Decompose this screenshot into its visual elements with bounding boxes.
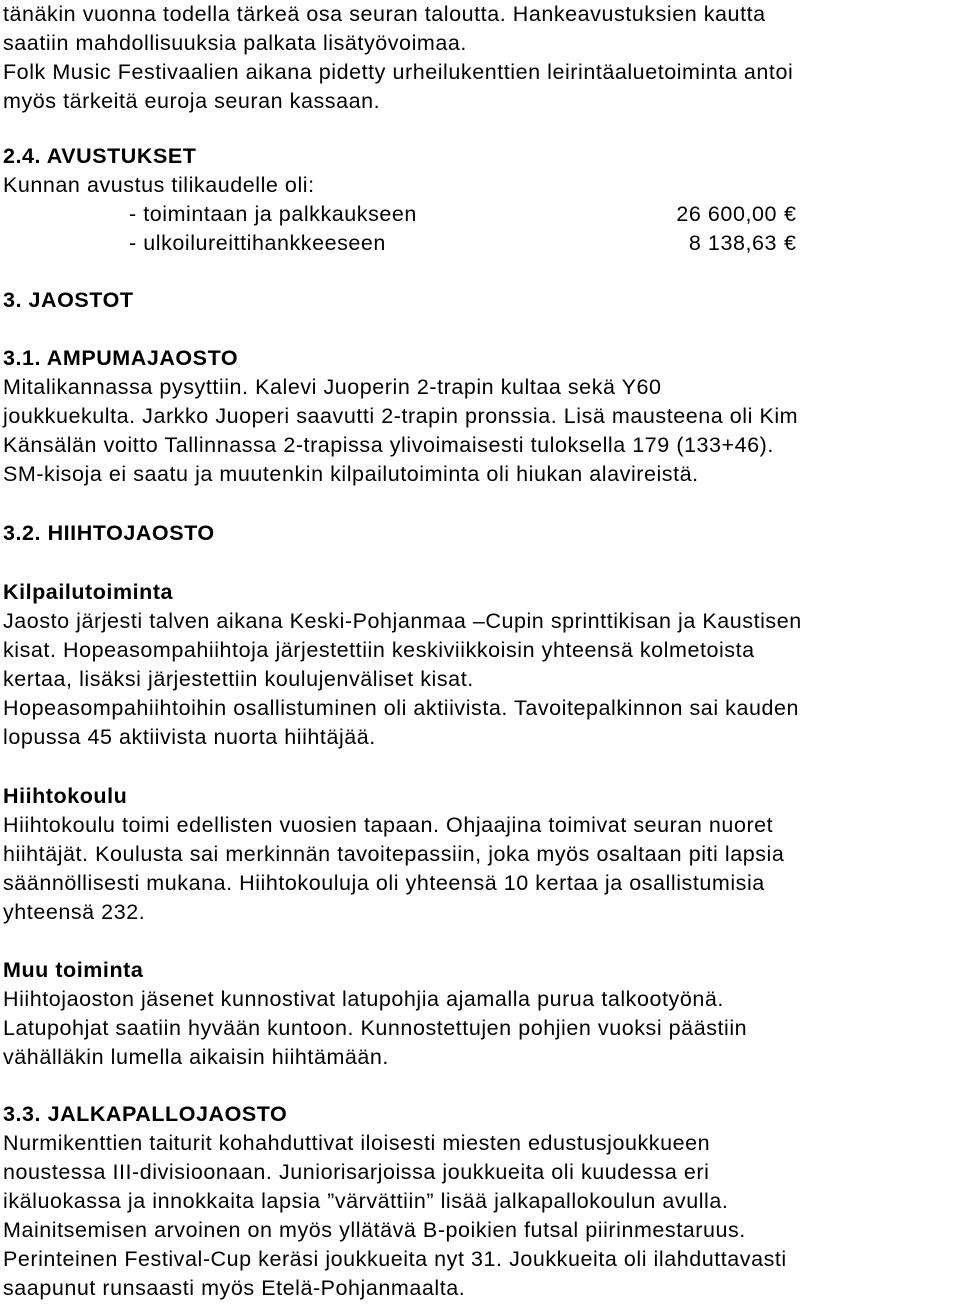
paragraph-line: ikäluokassa ja innokkaita lapsia ”värvättiin” lisää jalkapallokoulun avulla. xyxy=(3,1189,729,1213)
paragraph-line: Hopeasompahiihtoihin osallistuminen oli aktiivista. Tavoitepalkinnon sai kauden xyxy=(3,696,800,720)
section-heading-hiihtojaosto: 3.2. HIIHTOJAOSTO xyxy=(3,521,215,545)
euro-symbol: € xyxy=(784,202,796,226)
subheading-kilpailutoiminta: Kilpailutoiminta xyxy=(3,580,174,604)
euro-symbol: € xyxy=(784,231,796,255)
paragraph-line: vähälläkin lumella aikaisin hiihtämään. xyxy=(3,1045,389,1069)
paragraph-line: saapunut runsaasti myös Etelä-Pohjanmaalta. xyxy=(3,1276,466,1300)
section-heading-avustukset: 2.4. AVUSTUKSET xyxy=(3,144,197,168)
paragraph-line: tänäkin vuonna todella tärkeä osa seuran taloutta. Hankeavustuksien kautta xyxy=(3,2,766,26)
avustus-row-label: - ulkoilureittihankkeeseen xyxy=(129,231,386,255)
paragraph-line: Mitalikannassa pysyttiin. Kalevi Juoperin 2-trapin kultaa sekä Y60 xyxy=(3,375,662,399)
paragraph-line: hiihtäjät. Koulusta sai merkinnän tavoitepassiin, joka myös osaltaan piti lapsia xyxy=(3,842,785,866)
avustukset-intro: Kunnan avustus tilikaudelle oli: xyxy=(3,173,315,197)
paragraph-line: Hiihtokoulu toimi edellisten vuosien tapaan. Ohjaajina toimivat seuran nuoret xyxy=(3,813,774,837)
paragraph-line: Känsälän voitto Tallinnassa 2-trapissa ylivoimaisesti tuloksella 179 (133+46). xyxy=(3,433,774,457)
paragraph-line: Latupohjat saatiin hyvään kuntoon. Kunnostettujen pohjien vuoksi päästiin xyxy=(3,1016,748,1040)
paragraph-line: joukkuekulta. Jarkko Juoperi saavutti 2-trapin pronssia. Lisä mausteena oli Kim xyxy=(3,404,799,428)
avustus-row-amount: 26 600,00 xyxy=(676,202,777,226)
avustus-row-amount: 8 138,63 xyxy=(688,231,777,255)
paragraph-line: Folk Music Festivaalien aikana pidetty urheilukenttien leirintäaluetoiminta antoi xyxy=(3,60,794,84)
paragraph-line: Jaosto järjesti talven aikana Keski-Pohjanmaa –Cupin sprinttikisan ja Kaustisen xyxy=(3,609,802,633)
section-heading-jaostot: 3. JAOSTOT xyxy=(3,288,134,312)
paragraph-line: kisat. Hopeasompahiihtoja järjestettiin keskiviikkoisin yhteensä kolmetoista xyxy=(3,638,755,662)
paragraph-line: Nurmikenttien taiturit kohahduttivat iloisesti miesten edustusjoukkueen xyxy=(3,1131,711,1155)
paragraph-line: säännöllisesti mukana. Hiihtokouluja oli yhteensä 10 kertaa ja osallistumisia xyxy=(3,871,765,895)
paragraph-line: lopussa 45 aktiivista nuorta hiihtäjää. xyxy=(3,725,376,749)
paragraph-line: noustessa III-divisioonaan. Juniorisarjoissa joukkueita oli kuudessa eri xyxy=(3,1160,710,1184)
paragraph-line: Mainitsemisen arvoinen on myös yllätävä B-poikien futsal piirinmestaruus. xyxy=(3,1218,746,1242)
paragraph-line: SM-kisoja ei saatu ja muutenkin kilpailutoiminta oli hiukan alavireistä. xyxy=(3,462,699,486)
paragraph-line: saatiin mahdollisuuksia palkata lisätyövoimaa. xyxy=(3,31,467,55)
paragraph-line: yhteensä 232. xyxy=(3,900,146,924)
subheading-muu-toiminta: Muu toiminta xyxy=(3,958,144,982)
section-heading-ampumajaosto: 3.1. AMPUMAJAOSTO xyxy=(3,346,239,370)
paragraph-line: Hiihtojaoston jäsenet kunnostivat latupohjia ajamalla purua talkootyönä. xyxy=(3,987,724,1011)
avustus-row-label: - toimintaan ja palkkaukseen xyxy=(129,202,417,226)
subheading-hiihtokoulu: Hiihtokoulu xyxy=(3,784,128,808)
section-heading-jalkapallojaosto: 3.3. JALKAPALLOJAOSTO xyxy=(3,1102,288,1126)
paragraph-line: Perinteinen Festival-Cup keräsi joukkueita nyt 31. Joukkueita oli ilahduttavasti xyxy=(3,1247,787,1271)
paragraph-line: myös tärkeitä euroja seuran kassaan. xyxy=(3,89,381,113)
paragraph-line: kertaa, lisäksi järjestettiin koulujenväliset kisat. xyxy=(3,667,474,691)
